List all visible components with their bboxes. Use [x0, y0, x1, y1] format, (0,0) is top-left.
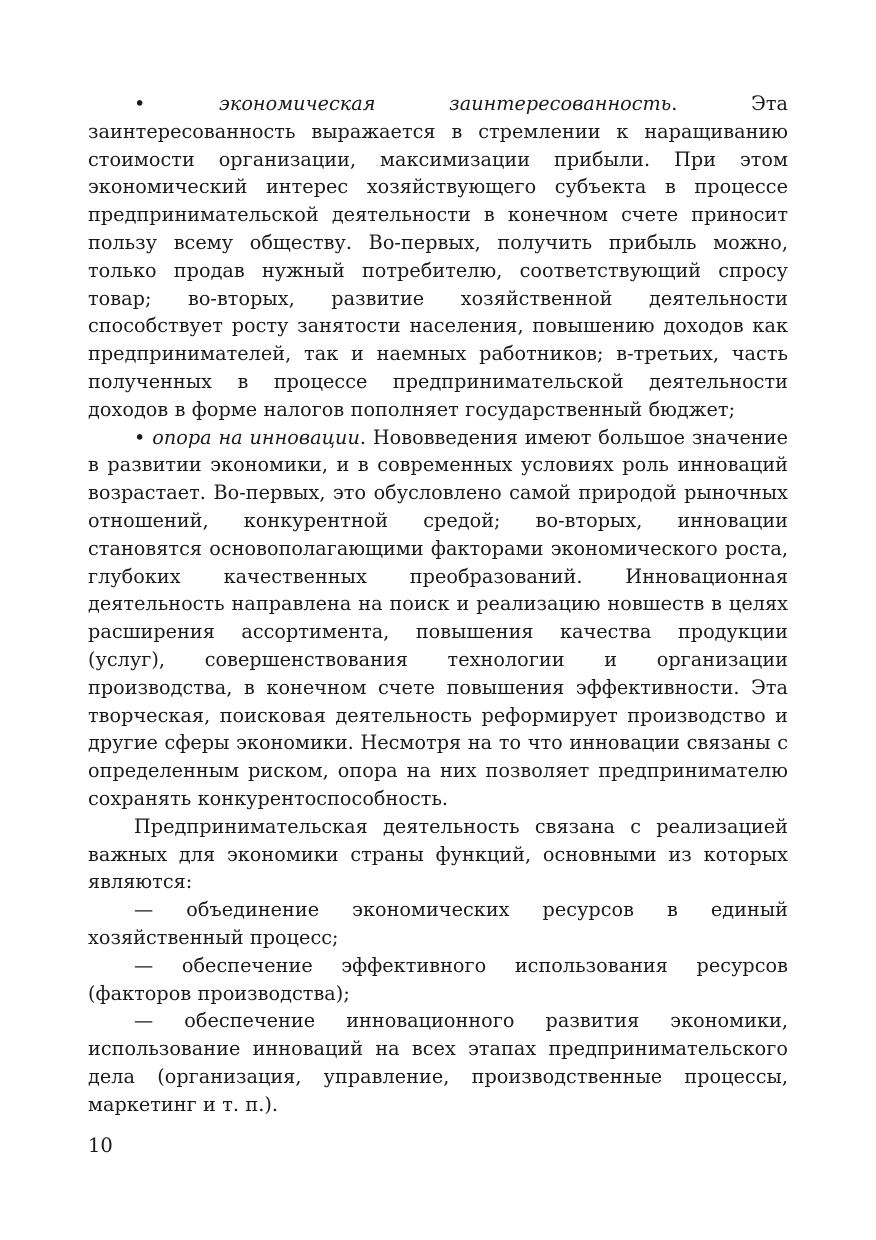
bullet-marker: •: [134, 92, 146, 115]
page-body: [88, 90, 788, 1118]
function-item-innovation: — обеспечение инновационного развития экономики, использование инноваций на всех этапах предпринимательского дела (организация, управление, производственные процессы, маркетинг и т. п.).: [88, 1009, 788, 1116]
bullet-marker: •: [134, 425, 146, 449]
bullet-term: экономическая заинтересованность: [219, 92, 672, 115]
bullet-text: . Нововведения имеют большое значение в развитии экономики, и в современных условиях роль инноваций возрастает. Во-первых, это обусловлено самой природой рыночных отношений, конкурентной средой; во-вторых, инновации становятся основополагающими факторами экономического роста, глубоких качественных преобразований. Инновационная деятельность направлена на поиск и реализацию новшеств в целях расширения ассортимента, повышения качества продукции (услуг), совершенствования технологии и организации производства, в конечном счете повышения эффективности. Эта творческая, поисковая деятельность реформирует производство и другие сферы экономики. Несмотря на то что инновации связаны с определенным риском, опора на них позволяет предпринимателю сохранять конкурентоспособность.: [88, 425, 788, 810]
bullet-economic-interest: [88, 90, 788, 424]
functions-intro-paragraph: Предпринимательская деятельность связана с реализацией важных для экономики страны функций, основными из которых являются:: [88, 814, 788, 894]
bullet-innovation: [88, 424, 788, 813]
function-item-resources: — объединение экономических ресурсов в единый хозяйственный процесс;: [88, 898, 788, 949]
page-number: 10: [88, 1134, 113, 1157]
bullet-term: опора на инновации: [152, 425, 360, 449]
function-item-efficiency: — обеспечение эффективного использования ресурсов (факторов производства);: [88, 953, 788, 1005]
bullet-text: . Эта заинтересованность выражается в стремлении к наращиванию стоимости организации, максимизации прибыли. При этом экономический интерес хозяйствующего субъекта в процессе предпринимательской деятельности в конечном счете приносит пользу всему обществу. Во-первых, получить прибыль можно, только продав нужный потребителю, соответствующий спросу товар; во-вторых, развитие хозяйственной деятельности способствует росту занятости населения, повышению доходов как предпринимателей, так и наемных работников; в-третьих, часть полученных в процессе предпринимательской деятельности доходов в форме налогов пополняет государственный бюджет;: [88, 92, 788, 421]
